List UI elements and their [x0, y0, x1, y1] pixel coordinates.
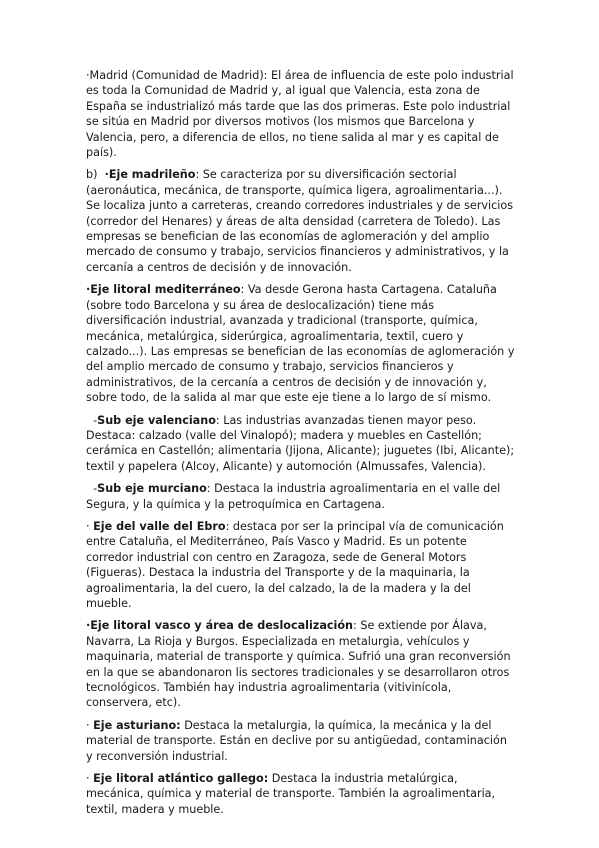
paragraph-eje-madrileno	[86, 167, 516, 275]
paragraph-text: : Se caracteriza por su diversificación sectorial (aeronáutica, mecánica, de transporte, química ligera, agroalimentaria...). Se localiza junto a carreteras, creando corredores industriales y de servicios (corredor del Henares) y áreas de alta densidad (carretera de Toledo). Las empresas se benefician de las economías de aglomeración y del amplio mercado de consumo y trabajo, servicios financieros y administrativos, y la cercanía a centros de decisión y de innovación.	[86, 168, 514, 274]
paragraph-eje-gallego	[86, 771, 516, 817]
paragraph-heading: Eje litoral atlántico gallego:	[93, 772, 269, 786]
paragraph-sub-eje-valenciano	[86, 413, 516, 475]
paragraph-heading: Eje asturiano:	[93, 718, 181, 732]
paragraph-heading: Sub eje valenciano	[97, 413, 216, 427]
paragraph-eje-vasco	[86, 618, 516, 710]
paragraph-heading: ·Eje madrileño	[104, 168, 196, 182]
document-page	[86, 68, 516, 824]
paragraph-text: Destaca la metalurgia, la química, la mecánica y la del material de transporte. Están en declive por su antigüedad, contaminación y reconversión industrial.	[86, 718, 507, 763]
paragraph-text: : Destaca la industria agroalimentaria en el valle del Segura, y la química y la petroquímica en Cartagena.	[86, 482, 501, 511]
paragraph-sub-eje-murciano	[86, 481, 516, 512]
paragraph-text: : Se extiende por Álava, Navarra, La Rioja y Burgos. Especializada en metalurgia, vehículos y maquinaria, material de transporte y química. Sufrió una gran reconversión en la que se abandonaron lis sectores tradicionales y se desarrollaron otros tecnológicos. También hay industria agroalimentaria (vitivinícola, conservera, etc).	[86, 619, 511, 710]
paragraph-madrid	[86, 68, 516, 160]
paragraph-text: Destaca la industria metalúrgica, mecánica, química y material de transporte. También la agroalimentaria, textil, madera y mueble.	[86, 772, 496, 816]
paragraph-eje-mediterraneo	[86, 282, 516, 405]
paragraph-prefix: ·	[86, 718, 94, 732]
paragraph-prefix: ·	[86, 772, 94, 786]
paragraph-eje-asturiano	[86, 718, 516, 764]
paragraph-prefix: b)	[86, 168, 105, 182]
paragraph-prefix: -	[86, 413, 98, 427]
paragraph-heading: ·Eje litoral mediterráneo	[86, 283, 241, 297]
paragraph-text: : Las industrias avanzadas tienen mayor peso. Destaca: calzado (valle del Vinalopó); madera y muebles en Castellón; cerámica en Castellón; alimentaria (Jijona, Alicante); juguetes (Ibi, Alicante); textil y papelera (Alcoy, Alicante) y automoción (Almussafes, Valencia).	[86, 413, 515, 473]
paragraph-prefix: -	[86, 482, 98, 496]
paragraph-heading: Eje del valle del Ebro	[93, 519, 226, 533]
paragraph-text: ·Madrid (Comunidad de Madrid): El área de influencia de este polo industrial es toda la Comunidad de Madrid y, al igual que Valencia, esta zona de España se industrializó más tarde que las dos primeras. Este polo industrial se sitúa en Madrid por diversos motivos (los mismos que Barcelona y Valencia, pero, a diferencia de ellos, no tiene salida al mar y es capital de país).	[86, 69, 514, 160]
paragraph-heading: ·Eje litoral vasco y área de deslocalización	[86, 619, 354, 633]
paragraph-heading: Sub eje murciano	[97, 482, 207, 496]
paragraph-prefix: ·	[86, 519, 94, 533]
paragraph-eje-ebro	[86, 519, 516, 611]
paragraph-text: : Va desde Gerona hasta Cartagena. Cataluña (sobre todo Barcelona y su área de deslocalización) tiene más diversificación industrial, avanzada y tradicional (transporte, química, mecánica, metalúrgica, siderúrgica, agroalimentaria, textil, cuero y calzado...). Las empresas se benefician de las economías de aglomeración y del amplio mercado de consumo y trabajo, servicios financieros y administrativos, de la cercanía a centros de decisión y de innovación y, sobre todo, de la salida al mar que este eje tiene a lo largo de sí mismo.	[86, 283, 515, 405]
paragraph-text: : destaca por ser la principal vía de comunicación entre Cataluña, el Mediterráneo, País Vasco y Madrid. Es un potente corredor industrial con centro en Zaragoza, sede de General Motors (Figueras). Destaca la industria del Transporte y de la maquinaria, la agroalimentaria, la del cuero, la del calzado, la de la madera y la del mueble.	[86, 519, 504, 610]
